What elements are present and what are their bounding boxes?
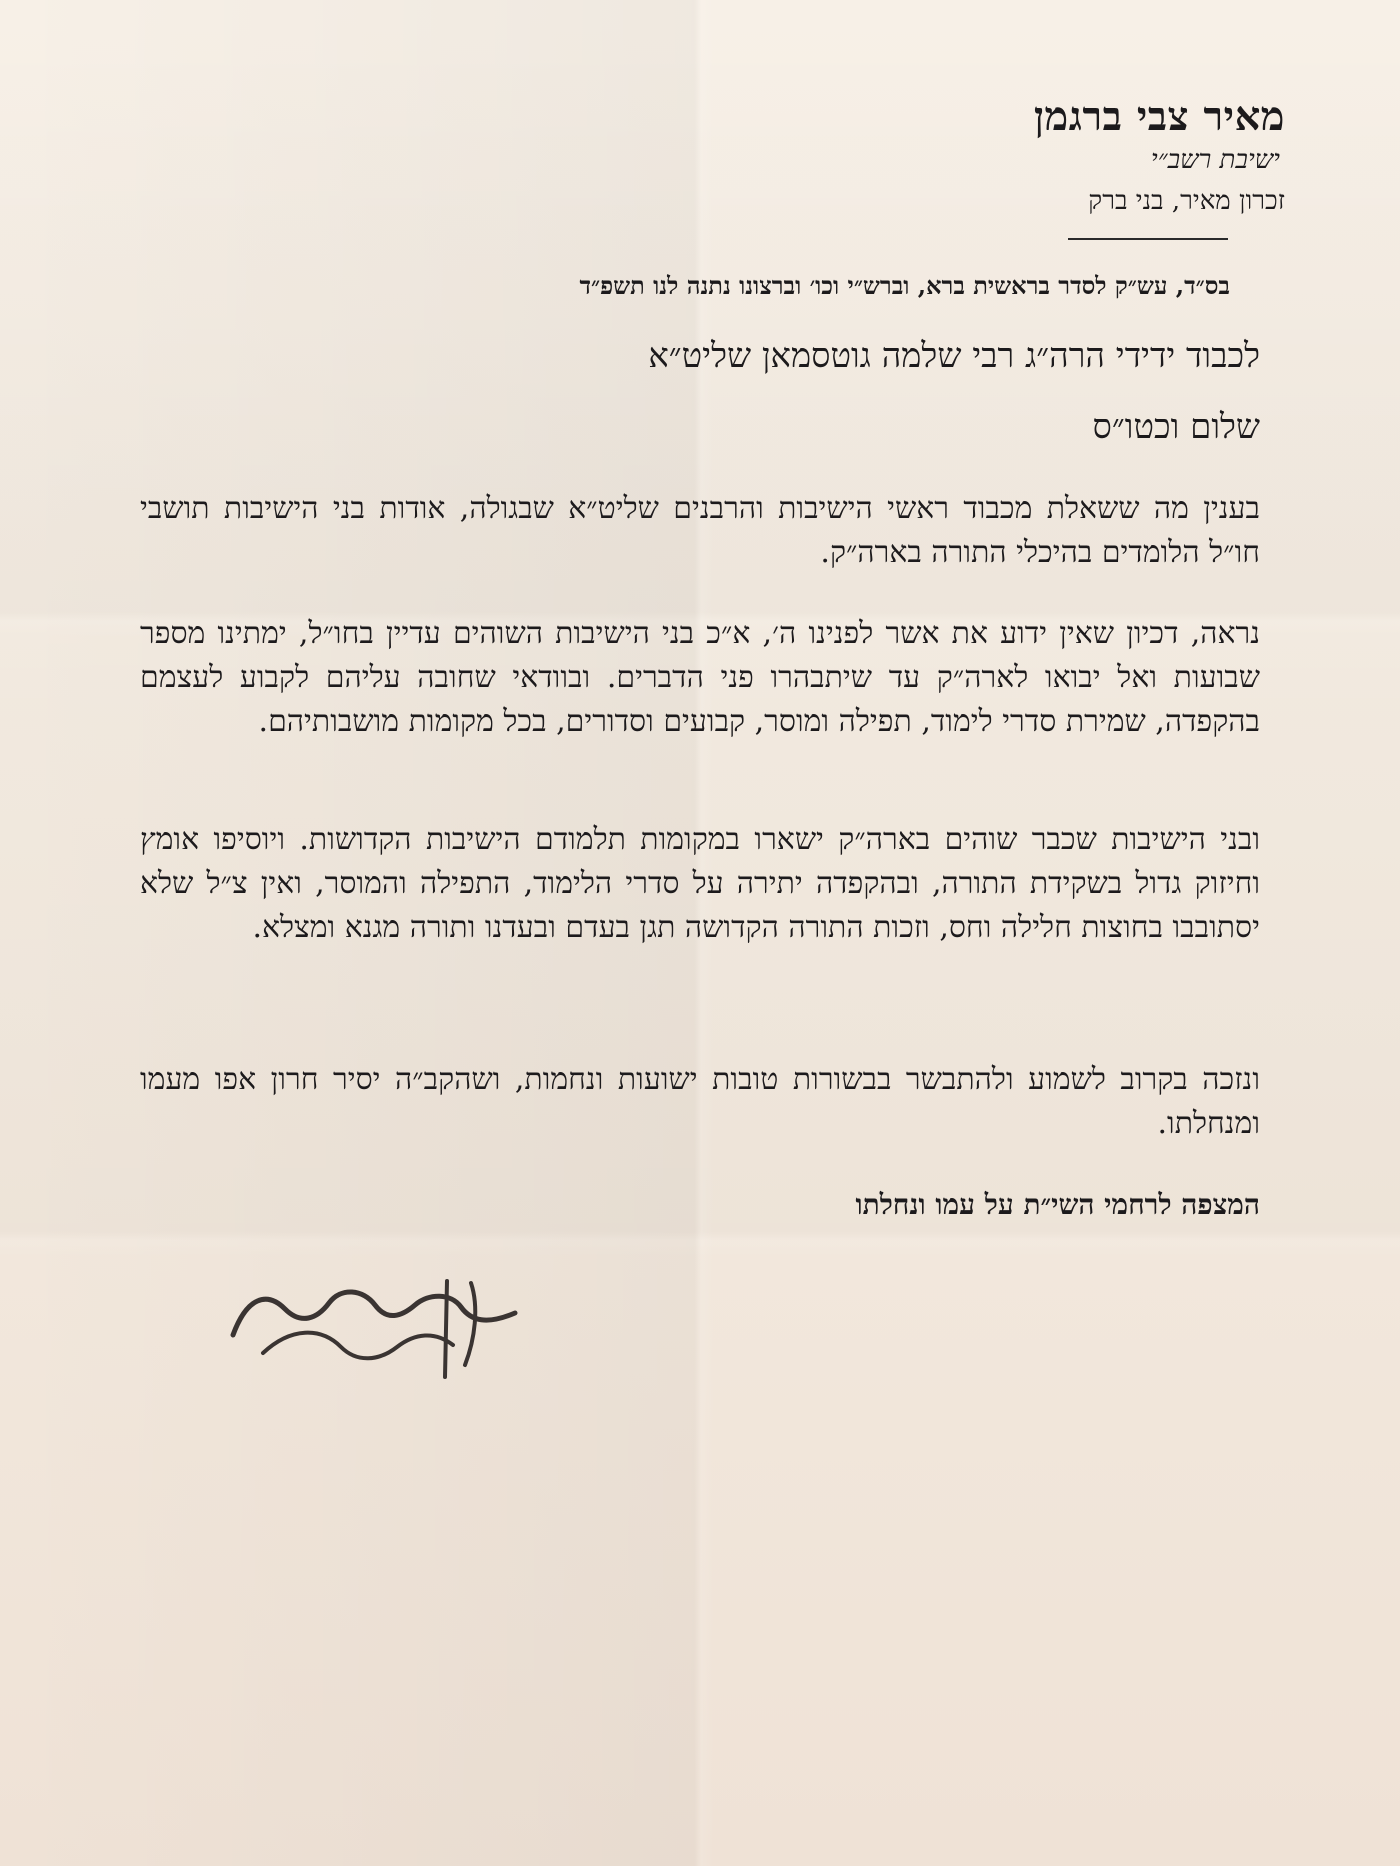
addressee-line: לכבוד ידידי הרה״ג רבי שלמה גוטסמאן שליט״א xyxy=(648,336,1260,376)
paragraph-4: ונזכה בקרוב לשמוע ולהתבשר בבשורות טובות ישועות ונחמות, ושהקב״ה יסיר חרון אפו מעמו ומנחלתו. xyxy=(140,1062,1260,1141)
sender-location: זכרון מאיר, בני ברק xyxy=(1088,186,1285,216)
paragraph-1: בענין מה ששאלת מכבוד ראשי הישיבות והרבנים שליט״א שבגולה, אודות בני הישיבות תושבי חו״ל הלומדים בהיכלי התורה בארה״ק. xyxy=(140,491,1260,570)
header-divider xyxy=(1068,238,1228,240)
greeting-line: שלום וכטו״ס xyxy=(1092,407,1260,447)
signature-mark xyxy=(225,1265,525,1385)
paragraph-2: נראה, דכיון שאין ידוע את אשר לפנינו ה׳, א״כ בני הישיבות השוהים עדיין בחו״ל, ימתינו מספר שבועות ואל יבואו לארה״ק עד שיתבהרו פני הדברים. ובוודאי שחובה עליהם לקבוע לעצמם בהקפדה, שמירת סדרי לימוד, תפילה ומוסר, קבועים וסדורים, בכל מקומות מושבותיהם. xyxy=(140,616,1260,739)
date-line: בס״ד, עש״ק לסדר בראשית ברא, וברש״י וכו׳ וברצונו נתנה לנו תשפ״ד xyxy=(579,271,1230,300)
closing-line: המצפה לרחמי השי״ת על עמו ונחלתו xyxy=(855,1188,1260,1221)
paragraph-3: ובני הישיבות שכבר שוהים בארה״ק ישארו במקומות תלמודם הישיבות הקדושות. ויוסיפו אומץ וחיזוק גדול בשקידת התורה, ובהקפדה יתירה על סדרי הלימוד, התפילה והמוסר, ואין צ״ל שלא יסתובבו בחוצות חלילה וחס, וזכות התורה הקדושה תגן בעדם ובעדנו ותורה מגנא ומצלא. xyxy=(140,822,1260,945)
sender-name: מאיר צבי ברגמן xyxy=(1033,93,1285,140)
sender-institution: ישיבת רשב״י xyxy=(1150,145,1280,175)
